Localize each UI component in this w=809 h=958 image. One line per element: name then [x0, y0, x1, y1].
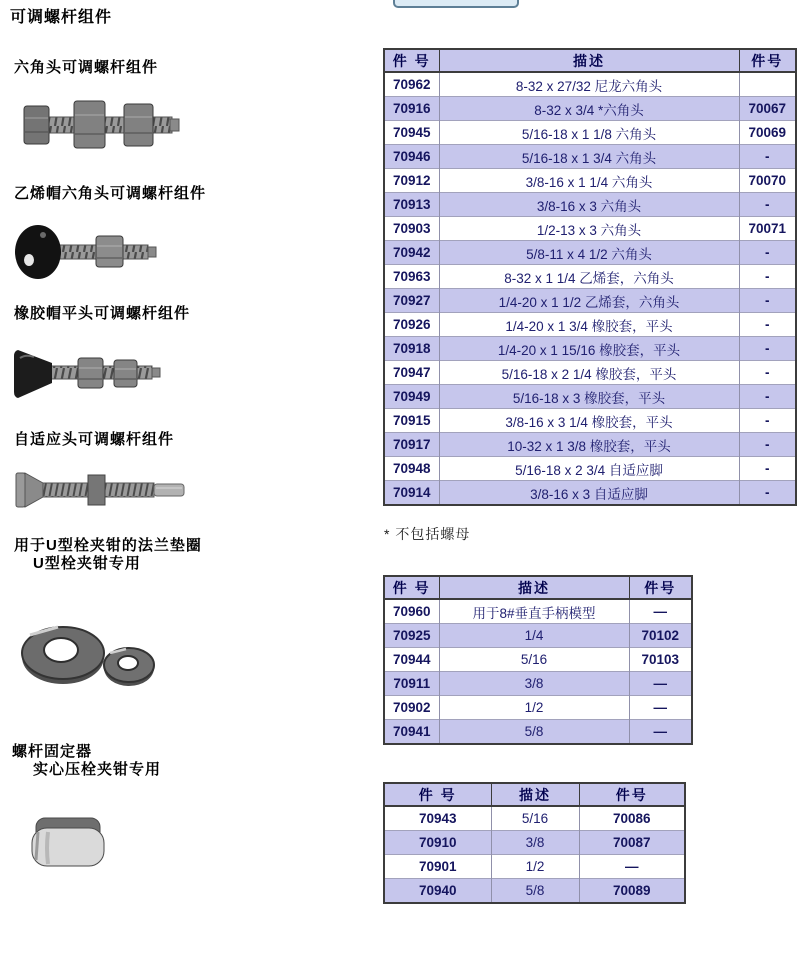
table-row: [384, 337, 796, 361]
description-cell: 5/16: [439, 648, 629, 672]
part-number-cell: 70944: [384, 648, 439, 672]
section-heading-self-adapting: 自适应头可调螺杆组件: [14, 431, 175, 448]
table-row: [384, 481, 796, 506]
part-number-cell: 70913: [384, 193, 439, 217]
table-row: [384, 265, 796, 289]
screw-retainer-photo: [22, 812, 118, 876]
ref-part-number-cell: [739, 72, 796, 97]
ref-part-number-cell: -: [739, 481, 796, 506]
col-header-ref-part-number: 件号: [739, 49, 796, 72]
table-row: [384, 879, 685, 904]
section-heading-flange-washer-line2: U型栓夹钳专用: [33, 555, 141, 572]
description-cell: 5/16: [491, 806, 579, 831]
header-row: [384, 783, 685, 806]
ref-part-number-cell: -: [739, 193, 796, 217]
ref-part-number-cell: -: [739, 145, 796, 169]
ref-part-number-cell: 70069: [739, 121, 796, 145]
part-number-cell: 70948: [384, 457, 439, 481]
self-adapting-screw-photo: [12, 464, 190, 518]
table-row: [384, 361, 796, 385]
part-number-cell: 70910: [384, 831, 491, 855]
table-row: [384, 385, 796, 409]
table-row: [384, 806, 685, 831]
section-heading-flange-washer-line1: 用于U型栓夹钳的法兰垫圈: [14, 537, 202, 554]
table-row: [384, 648, 692, 672]
table-row: [384, 169, 796, 193]
description-cell: 3/8-16 x 3 自适应脚: [439, 481, 739, 506]
part-number-cell: 70949: [384, 385, 439, 409]
ref-part-number-cell: -: [739, 409, 796, 433]
footnote: * 不包括螺母: [384, 526, 471, 542]
description-cell: 5/16-18 x 2 3/4 自适应脚: [439, 457, 739, 481]
hex-head-screw-photo: [18, 90, 183, 160]
ref-part-number-cell: -: [739, 265, 796, 289]
description-cell: 8-32 x 3/4 *六角头: [439, 97, 739, 121]
part-number-cell: 70962: [384, 72, 439, 97]
page-title: 可调螺杆组件: [10, 9, 113, 26]
col-header-ref-part-number: 件号: [579, 783, 685, 806]
table-row: [384, 121, 796, 145]
part-number-cell: 70925: [384, 624, 439, 648]
part-number-cell: 70916: [384, 97, 439, 121]
ref-part-number-cell: 70102: [629, 624, 692, 648]
description-cell: 1/4-20 x 1 3/4 橡胶套，平头: [439, 313, 739, 337]
header-row: [384, 49, 796, 72]
description-cell: 1/2-13 x 3 六角头: [439, 217, 739, 241]
table-row: [384, 97, 796, 121]
table-row: [384, 433, 796, 457]
table-row: [384, 193, 796, 217]
ref-part-number-cell: —: [629, 696, 692, 720]
description-cell: 3/8: [439, 672, 629, 696]
description-cell: 5/16-18 x 1 3/4 六角头: [439, 145, 739, 169]
screw-retainer-table: [383, 782, 686, 904]
header-row: [384, 576, 692, 599]
description-cell: 3/8-16 x 1 1/4 六角头: [439, 169, 739, 193]
description-cell: 1/4-20 x 1 15/16 橡胶套，平头: [439, 337, 739, 361]
part-number-cell: 70927: [384, 289, 439, 313]
ref-part-number-cell: 70103: [629, 648, 692, 672]
description-cell: 1/2: [439, 696, 629, 720]
description-cell: 5/16-18 x 1 1/8 六角头: [439, 121, 739, 145]
ref-part-number-cell: 70087: [579, 831, 685, 855]
description-cell: 3/8-16 x 3 1/4 橡胶套，平头: [439, 409, 739, 433]
part-number-cell: 70940: [384, 879, 491, 904]
description-cell: 8-32 x 27/32 尼龙六角头: [439, 72, 739, 97]
description-cell: 5/16-18 x 2 1/4 橡胶套，平头: [439, 361, 739, 385]
table-row: [384, 72, 796, 97]
part-number-cell: 70903: [384, 217, 439, 241]
ref-part-number-cell: 70086: [579, 806, 685, 831]
section-heading-rubber-cap: 橡胶帽平头可调螺杆组件: [14, 305, 191, 322]
part-number-cell: 70943: [384, 806, 491, 831]
table-row: [384, 672, 692, 696]
part-number-cell: 70918: [384, 337, 439, 361]
description-cell: 1/4: [439, 624, 629, 648]
part-number-cell: 70941: [384, 720, 439, 745]
vinyl-cap-hex-screw-photo: [12, 220, 162, 284]
section-heading-screw-retainer-line2: 实心压栓夹钳专用: [33, 761, 162, 778]
description-cell: 5/8-11 x 4 1/2 六角头: [439, 241, 739, 265]
col-header-part-number: 件 号: [384, 49, 439, 72]
table-row: [384, 217, 796, 241]
ref-part-number-cell: —: [629, 599, 692, 624]
ref-part-number-cell: —: [629, 720, 692, 745]
col-header-part-number: 件 号: [384, 576, 439, 599]
table-row: [384, 313, 796, 337]
ref-part-number-cell: 70071: [739, 217, 796, 241]
table-row: [384, 855, 685, 879]
table-row: [384, 599, 692, 624]
ref-part-number-cell: 70089: [579, 879, 685, 904]
ref-part-number-cell: -: [739, 241, 796, 265]
section-heading-hex-head: 六角头可调螺杆组件: [14, 59, 159, 76]
section-heading-screw-retainer-line1: 螺杆固定器: [12, 743, 93, 760]
description-cell: 1/2: [491, 855, 579, 879]
table-row: [384, 241, 796, 265]
ref-part-number-cell: -: [739, 433, 796, 457]
part-number-cell: 70901: [384, 855, 491, 879]
ref-part-number-cell: 70070: [739, 169, 796, 193]
part-number-cell: 70912: [384, 169, 439, 193]
rubber-cap-flat-screw-photo: [10, 338, 168, 406]
description-cell: 用于8#垂直手柄模型: [439, 599, 629, 624]
part-number-cell: 70946: [384, 145, 439, 169]
part-number-cell: 70911: [384, 672, 439, 696]
part-number-cell: 70926: [384, 313, 439, 337]
part-number-cell: 70914: [384, 481, 439, 506]
ref-part-number-cell: —: [629, 672, 692, 696]
ref-part-number-cell: 70067: [739, 97, 796, 121]
flange-washer-table: [383, 575, 693, 745]
description-cell: 10-32 x 1 3/8 橡胶套，平头: [439, 433, 739, 457]
description-cell: 3/8: [491, 831, 579, 855]
description-cell: 3/8-16 x 3 六角头: [439, 193, 739, 217]
col-header-description: 描述: [439, 49, 739, 72]
part-number-cell: 70902: [384, 696, 439, 720]
ref-part-number-cell: -: [739, 457, 796, 481]
description-cell: 1/4-20 x 1 1/2 乙烯套，六角头: [439, 289, 739, 313]
table-row: [384, 409, 796, 433]
col-header-description: 描述: [491, 783, 579, 806]
table-row: [384, 457, 796, 481]
description-cell: 5/8: [439, 720, 629, 745]
flange-washers-photo: [16, 618, 164, 694]
description-cell: 8-32 x 1 1/4 乙烯套，六角头: [439, 265, 739, 289]
part-number-cell: 70960: [384, 599, 439, 624]
description-cell: 5/16-18 x 3 橡胶套，平头: [439, 385, 739, 409]
part-number-cell: 70915: [384, 409, 439, 433]
table-row: [384, 289, 796, 313]
table-row: [384, 696, 692, 720]
col-header-ref-part-number: 件号: [629, 576, 692, 599]
part-number-cell: 70947: [384, 361, 439, 385]
table-row: [384, 145, 796, 169]
table-row: [384, 831, 685, 855]
col-header-description: 描述: [439, 576, 629, 599]
part-number-cell: 70917: [384, 433, 439, 457]
ref-part-number-cell: -: [739, 313, 796, 337]
section-heading-vinyl-cap: 乙烯帽六角头可调螺杆组件: [14, 185, 207, 202]
ref-part-number-cell: -: [739, 289, 796, 313]
description-cell: 5/8: [491, 879, 579, 904]
part-number-cell: 70942: [384, 241, 439, 265]
cropped-top-button[interactable]: [393, 0, 519, 8]
part-number-cell: 70963: [384, 265, 439, 289]
ref-part-number-cell: -: [739, 385, 796, 409]
part-number-cell: 70945: [384, 121, 439, 145]
ref-part-number-cell: -: [739, 361, 796, 385]
table-row: [384, 720, 692, 745]
ref-part-number-cell: —: [579, 855, 685, 879]
adjustable-screw-assembly-table: [383, 48, 797, 506]
ref-part-number-cell: -: [739, 337, 796, 361]
col-header-part-number: 件 号: [384, 783, 491, 806]
table-row: [384, 624, 692, 648]
